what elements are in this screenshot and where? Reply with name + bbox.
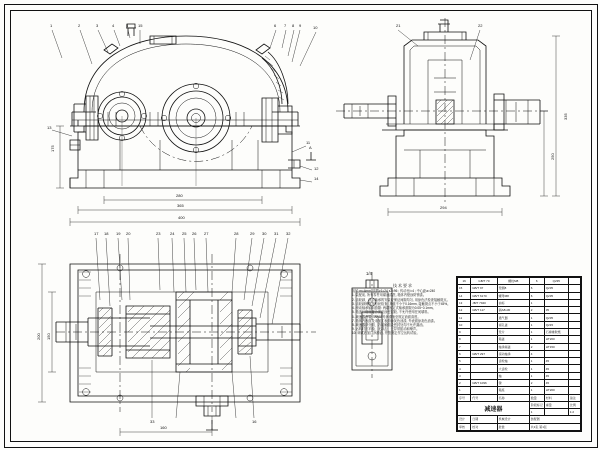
note-5: 5. 箱盖与箱座接合面应涂密封胶, 不允许使用任何填料。	[352, 310, 431, 315]
bom-cell-mat: HT200	[544, 387, 568, 394]
titleblock-row-3	[458, 416, 581, 423]
bom-row	[458, 314, 581, 321]
bom-cell-name: 轴承端盖	[497, 343, 529, 350]
side-view-leaders	[398, 30, 480, 60]
bom-cell-no: 7	[458, 343, 471, 350]
bom-cell-qty: 1	[529, 328, 544, 335]
bom-cell-name: 齿轮轴	[497, 358, 529, 365]
bom-cell-mat: Q235	[544, 285, 568, 292]
callout-front-15: 15	[138, 23, 143, 28]
callout-top-32: 32	[286, 231, 291, 236]
bom-cell-mat: Q235	[544, 278, 568, 285]
bom-cell-qty: 1	[529, 372, 544, 379]
bom-row	[458, 336, 581, 343]
bom-row	[458, 328, 581, 335]
note-9: 9. 运转时应平稳、无冲击、无异常振动和噪声。	[352, 327, 420, 332]
bom-cell-qty: 1	[529, 387, 544, 394]
callout-top-19: 19	[116, 231, 121, 236]
bom-cell-name: 垫片	[497, 328, 529, 335]
bom-cell-name: 视孔盖	[497, 321, 529, 328]
bom-cell-qty: 1	[529, 299, 544, 306]
bom-col-mat: 材料	[544, 394, 568, 401]
bom-cell-no: 15	[458, 285, 471, 292]
bom-row	[458, 379, 581, 386]
titleblock-design-label: 设计	[458, 416, 471, 423]
bom-cell-no: 6	[458, 350, 471, 357]
dim-side-335: 335	[563, 113, 568, 120]
note-1: 1. 装配前, 所有零件用煤油清洗, 箱体内壁涂防锈漆。	[352, 293, 427, 298]
bom-cell-no: 13	[458, 299, 471, 306]
bom-cell-name: 滚动轴承	[497, 350, 529, 357]
bom-col-rem: 备注	[568, 394, 580, 401]
dim-front-280: 280	[176, 193, 183, 198]
bom-cell-code: GB/T 1096	[471, 379, 497, 386]
bom-table	[457, 277, 581, 431]
callout-front-8: 8	[292, 23, 295, 28]
bom-cell-code: GB/T 297	[471, 350, 497, 357]
callout-front-10: 10	[313, 25, 318, 30]
bom-cell-mat: Q215	[544, 321, 568, 328]
bom-cell-mat	[544, 350, 568, 357]
bom-cell-rem	[568, 292, 580, 299]
bom-cell-rem	[568, 307, 580, 314]
callout-side-22: 22	[478, 23, 483, 28]
detail-label: 1/4	[366, 271, 372, 276]
callout-front-5: 5	[126, 23, 129, 28]
bom-cell-name: 箱盖	[497, 336, 529, 343]
bom-cell-name: 销A8x30	[497, 307, 529, 314]
bom-cell-no: 3	[458, 372, 471, 379]
callout-front-7: 7	[284, 23, 287, 28]
titleblock-row-4	[458, 423, 581, 430]
bom-cell-no: 1	[458, 387, 471, 394]
title-block	[456, 276, 582, 432]
note-2: 2. 齿轮副、滚动轴承的安装应保证间隙均匀, 用涂色法检查接触斑点。	[352, 297, 450, 302]
callout-top-29: 29	[250, 231, 255, 236]
callout-top-23: 23	[156, 231, 161, 236]
bom-cell-code	[471, 343, 497, 350]
bom-cell-code	[471, 365, 497, 372]
callout-front-4: 4	[112, 23, 115, 28]
bom-col-code: 代号	[471, 394, 497, 401]
bom-row	[458, 365, 581, 372]
dim-top-200: 200	[36, 333, 41, 340]
note-8: 8. 减速器剖分面、各接触面及密封处均不允许漏油。	[352, 323, 426, 328]
callout-front-3: 3	[96, 23, 99, 28]
bom-row	[458, 299, 581, 306]
bom-cell-no: 16	[458, 278, 471, 285]
callout-front-A: A	[309, 145, 312, 150]
bom-cell-mat	[544, 299, 568, 306]
bom-cell-name: 螺母M8	[497, 292, 529, 299]
callout-front-6: 6	[274, 23, 277, 28]
bom-cell-mat: Q235	[544, 314, 568, 321]
bom-cell-mat: HT150	[544, 343, 568, 350]
callout-top-31: 31	[274, 231, 279, 236]
titleblock-scale-value: 1:2	[568, 409, 580, 416]
bom-cell-no: 11	[458, 314, 471, 321]
bom-row	[458, 292, 581, 299]
bom-cell-qty: 6	[529, 285, 544, 292]
bom-cell-mat: 石棉橡胶纸	[544, 328, 568, 335]
callout-front-11: 11	[306, 140, 311, 145]
bom-cell-name: 垫圈8	[497, 285, 529, 292]
dim-top-150: 150	[46, 333, 51, 340]
bom-cell-qty: 6	[529, 292, 544, 299]
callout-top-33: 33	[150, 419, 155, 424]
bom-cell-name: 通气器	[497, 314, 529, 321]
note-7: 7. 箱体内表面及未加工表面涂灰色油漆, 外表面涂灰色油漆。	[352, 318, 438, 323]
bom-cell-no: 8	[458, 336, 471, 343]
callout-top-24: 24	[170, 231, 175, 236]
bom-cell-rem	[568, 321, 580, 328]
titleblock-scale-label: 比例	[568, 401, 580, 408]
notes-title: 技术要求	[393, 283, 413, 288]
bom-cell-code	[471, 387, 497, 394]
bom-cell-no: 2	[458, 379, 471, 386]
bom-cell-name: 大齿轮	[497, 365, 529, 372]
bom-cell-code: GB/T 117	[471, 307, 497, 314]
front-elevation-geometry	[70, 24, 300, 188]
callout-top-25: 25	[182, 231, 187, 236]
bom-cell-mat: Q235	[544, 292, 568, 299]
bom-cell-qty: 6	[529, 278, 544, 285]
dim-front-400: 400	[178, 215, 185, 220]
bom-cell-code: GB/T 97	[471, 285, 497, 292]
callout-front-1: 1	[50, 23, 53, 28]
technical-notes	[352, 283, 454, 336]
bom-cell-mat: 45	[544, 358, 568, 365]
bom-cell-code	[471, 314, 497, 321]
bom-cell-qty: 1	[529, 321, 544, 328]
callout-top-20: 20	[126, 231, 131, 236]
titleblock-weight-label: 重量	[544, 401, 568, 408]
bom-cell-rem	[568, 343, 580, 350]
note-10: 10. 调试后加注润滑油, 并按规定作空运转试验。	[352, 331, 420, 336]
bom-cell-no: 14	[458, 292, 471, 299]
dim-front-175: 175	[50, 145, 55, 152]
note-4: 4. 滚动轴承轴向游隙: 两端固定式轴承游隙为0.05~0.1mm。	[352, 306, 436, 311]
bom-row	[458, 358, 581, 365]
bom-cell-mat: 45	[544, 379, 568, 386]
bom-row	[458, 387, 581, 394]
bom-row	[458, 350, 581, 357]
bom-cell-rem	[568, 358, 580, 365]
bom-col-name: 名称	[497, 394, 529, 401]
front-view-leaders	[52, 30, 319, 182]
bom-cell-rem	[568, 372, 580, 379]
bom-cell-rem	[568, 387, 580, 394]
bom-cell-qty: 1	[529, 358, 544, 365]
titleblock-part-name: 减速器	[458, 401, 530, 416]
bom-col-qty: 数量	[529, 394, 544, 401]
titleblock-date-label: 日期	[471, 416, 497, 423]
bom-cell-code: GB/T 6170	[471, 292, 497, 299]
bom-cell-no: 10	[458, 321, 471, 328]
bom-cell-rem	[568, 328, 580, 335]
bom-cell-rem	[568, 350, 580, 357]
titleblock-approve-label: 批准	[497, 423, 529, 430]
bom-cell-qty: 1	[529, 336, 544, 343]
bom-cell-no: 12	[458, 307, 471, 314]
section-marks	[206, 152, 319, 430]
callout-top-26: 26	[192, 231, 197, 236]
notes-head: 齿轮 m=4mm, 齿数z1=24 z2=96 ; 传动比i=4 ; 中心距a=240	[352, 289, 436, 294]
titleblock-row-1	[458, 401, 581, 408]
bom-cell-rem	[568, 285, 580, 292]
bom-cell-code	[471, 321, 497, 328]
bom-cell-mat: HT200	[544, 336, 568, 343]
bom-cell-rem	[568, 278, 580, 285]
dim-side-294: 294	[440, 205, 447, 210]
callout-top-27: 27	[204, 231, 209, 236]
bom-cell-name: 螺栓M8	[497, 278, 529, 285]
titleblock-stage-label: 阶段标记	[530, 402, 543, 407]
titleblock-qty-value: 1	[529, 409, 544, 416]
bom-cell-qty: 2	[529, 343, 544, 350]
note-3: 3. 齿轮副侧隙用铅丝检查, 其值不小于0.16mm, 接触斑点不小于45%。	[352, 301, 451, 306]
bom-cell-qty: 2	[529, 379, 544, 386]
bom-cell-mat: 45	[544, 365, 568, 372]
bom-cell-name: 箱座	[497, 387, 529, 394]
front-view-dimensions	[56, 126, 300, 226]
callout-front-14: 14	[314, 176, 319, 181]
dim-front-365: 365	[177, 203, 184, 208]
bom-cell-rem	[568, 336, 580, 343]
dim-side-250: 250	[550, 153, 555, 160]
callout-top-16: 16	[252, 419, 257, 424]
titleblock-check-label: 审核	[458, 423, 471, 430]
bom-cell-code: JB/T 7940	[471, 299, 497, 306]
bom-row	[458, 278, 581, 285]
callout-top-17: 17	[94, 231, 99, 236]
bom-cell-qty: 4	[529, 350, 544, 357]
bom-col-no: 序号	[458, 394, 471, 401]
bom-cell-rem	[568, 299, 580, 306]
bom-cell-code	[471, 358, 497, 365]
bom-cell-name: 油标	[497, 299, 529, 306]
bom-row	[458, 307, 581, 314]
callout-front-2: 2	[78, 23, 81, 28]
callout-side-21: 21	[396, 23, 401, 28]
bom-cell-rem	[568, 379, 580, 386]
bom-cell-qty: 1	[529, 314, 544, 321]
bom-cell-code	[471, 328, 497, 335]
bom-row	[458, 285, 581, 292]
callout-front-9: 9	[299, 23, 302, 28]
bom-row	[458, 321, 581, 328]
titleblock-school: 机械设计	[497, 416, 529, 423]
bom-cell-rem	[568, 314, 580, 321]
bom-cell-mat: 35	[544, 307, 568, 314]
bom-cell-qty: 1	[529, 365, 544, 372]
bom-cell-qty: 2	[529, 307, 544, 314]
bom-header-row	[458, 394, 581, 401]
callout-top-30: 30	[262, 231, 267, 236]
top-section-geometry	[56, 254, 316, 416]
bom-cell-name: 键	[497, 379, 529, 386]
titleblock-weight-value	[544, 409, 568, 416]
bom-row	[458, 372, 581, 379]
bom-cell-mat: 45	[544, 372, 568, 379]
bom-cell-code	[471, 336, 497, 343]
callout-top-28: 28	[234, 231, 239, 236]
callout-front-12: 12	[314, 166, 319, 171]
note-6: 6. 减速器内装L-AN68号润滑油至规定油面高度。	[352, 314, 421, 319]
bom-cell-code	[471, 372, 497, 379]
bom-cell-no: 9	[458, 328, 471, 335]
side-elevation-geometry	[336, 18, 548, 204]
bom-cell-rem	[568, 365, 580, 372]
bom-cell-code: GB/T 70	[471, 278, 497, 285]
callout-front-13: 13	[47, 125, 52, 130]
bom-row	[458, 343, 581, 350]
bom-cell-no: 5	[458, 358, 471, 365]
callout-top-18: 18	[104, 231, 109, 236]
bom-cell-name: 轴	[497, 372, 529, 379]
titleblock-proof-label: 校对	[471, 423, 497, 430]
bom-cell-no: 4	[458, 365, 471, 372]
dim-top-160: 160	[160, 425, 167, 430]
titleblock-sheet-label: 共1张 第1张	[529, 423, 580, 430]
titleblock-drawing-no: 装配图	[529, 416, 580, 423]
